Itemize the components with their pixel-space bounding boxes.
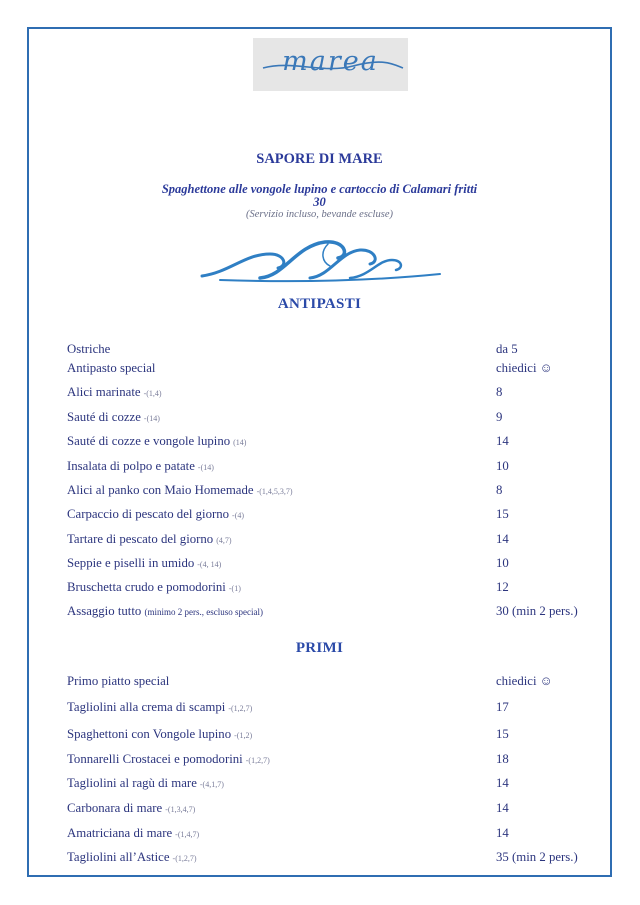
item-price: chiedici ☺ bbox=[496, 361, 553, 375]
item-name: Alici marinate bbox=[67, 385, 141, 399]
item-price: 14 bbox=[496, 826, 509, 840]
item-allergens: -(1,4,7) bbox=[175, 830, 200, 839]
item-price: 14 bbox=[496, 801, 509, 815]
item-name: Tagliolini alla crema di scampi bbox=[67, 700, 226, 714]
item-allergens: (4,7) bbox=[216, 536, 232, 545]
item-name: Spaghettoni con Vongole lupino bbox=[67, 727, 232, 741]
item-allergens: -(14) bbox=[197, 463, 214, 472]
item-price: 14 bbox=[496, 434, 509, 448]
logo-text: marea bbox=[282, 46, 379, 77]
item-allergens: -(4,1,7) bbox=[199, 780, 224, 789]
item-name: Antipasto special bbox=[67, 361, 156, 375]
item-price: 9 bbox=[496, 410, 503, 424]
item-price: 35 (min 2 pers.) bbox=[496, 850, 578, 864]
special-note: (Servizio incluso, bevande escluse) bbox=[246, 209, 393, 220]
item-allergens: -(14) bbox=[143, 414, 160, 423]
item-price: chiedici ☺ bbox=[496, 674, 553, 688]
item-allergens: -(4) bbox=[232, 511, 245, 520]
item-allergens: -(1,4) bbox=[143, 389, 162, 398]
item-name: Carbonara di mare bbox=[67, 801, 163, 815]
item-allergens: -(1,2,7) bbox=[228, 704, 253, 713]
item-name: Tagliolini all’Astice bbox=[67, 850, 170, 864]
item-name: Tartare di pescato del giorno bbox=[67, 532, 214, 546]
primi-heading: PRIMI bbox=[295, 640, 344, 656]
item-price: da 5 bbox=[496, 342, 518, 356]
item-name: Sauté di cozze bbox=[67, 410, 141, 424]
item-note: (minimo 2 pers., escluso special) bbox=[144, 607, 263, 617]
special-price: 30 bbox=[313, 195, 326, 209]
item-price: 8 bbox=[496, 483, 503, 497]
item-name: Bruschetta crudo e pomodorini bbox=[67, 580, 226, 594]
item-price: 15 bbox=[496, 727, 509, 741]
item-name: Sauté di cozze e vongole lupino bbox=[67, 434, 231, 448]
item-name: Ostriche bbox=[67, 342, 111, 356]
item-price: 10 bbox=[496, 459, 509, 473]
item-name: Tagliolini al ragù di mare bbox=[67, 776, 197, 790]
item-name: Amatriciana di mare bbox=[67, 826, 173, 840]
special-description: Spaghettone alle vongole lupino e cartoccio di Calamari fritti bbox=[161, 182, 478, 196]
item-allergens: -(1,4,5,3,7) bbox=[256, 487, 293, 496]
item-price: 18 bbox=[496, 752, 509, 766]
item-name: Assaggio tutto bbox=[67, 604, 142, 618]
item-name: Primo piatto special bbox=[67, 674, 170, 688]
wave-icon bbox=[200, 232, 444, 284]
item-price: 12 bbox=[496, 580, 509, 594]
item-price: 8 bbox=[496, 385, 503, 399]
item-name: Tonnarelli Crostacei e pomodorini bbox=[67, 752, 243, 766]
item-allergens: -(4, 14) bbox=[197, 560, 222, 569]
restaurant-logo bbox=[253, 38, 408, 91]
item-allergens: -(1,2,7) bbox=[245, 756, 270, 765]
item-allergens: (14) bbox=[233, 438, 247, 447]
item-price: 17 bbox=[496, 700, 509, 714]
special-title: SAPORE DI MARE bbox=[256, 151, 383, 167]
item-name: Insalata di polpo e patate bbox=[67, 459, 195, 473]
item-name: Seppie e piselli in umido bbox=[67, 556, 195, 570]
item-allergens: -(1) bbox=[228, 584, 241, 593]
item-price: 30 (min 2 pers.) bbox=[496, 604, 578, 618]
item-name: Carpaccio di pescato del giorno bbox=[67, 507, 230, 521]
item-price: 15 bbox=[496, 507, 509, 521]
antipasti-heading: ANTIPASTI bbox=[277, 296, 362, 312]
item-price: 14 bbox=[496, 776, 509, 790]
item-name: Alici al panko con Maio Homemade bbox=[67, 483, 254, 497]
item-price: 10 bbox=[496, 556, 509, 570]
item-price: 14 bbox=[496, 532, 509, 546]
item-allergens: -(1,3,4,7) bbox=[165, 805, 196, 814]
item-allergens: -(1,2) bbox=[234, 731, 253, 740]
item-allergens: -(1,2,7) bbox=[172, 854, 197, 863]
